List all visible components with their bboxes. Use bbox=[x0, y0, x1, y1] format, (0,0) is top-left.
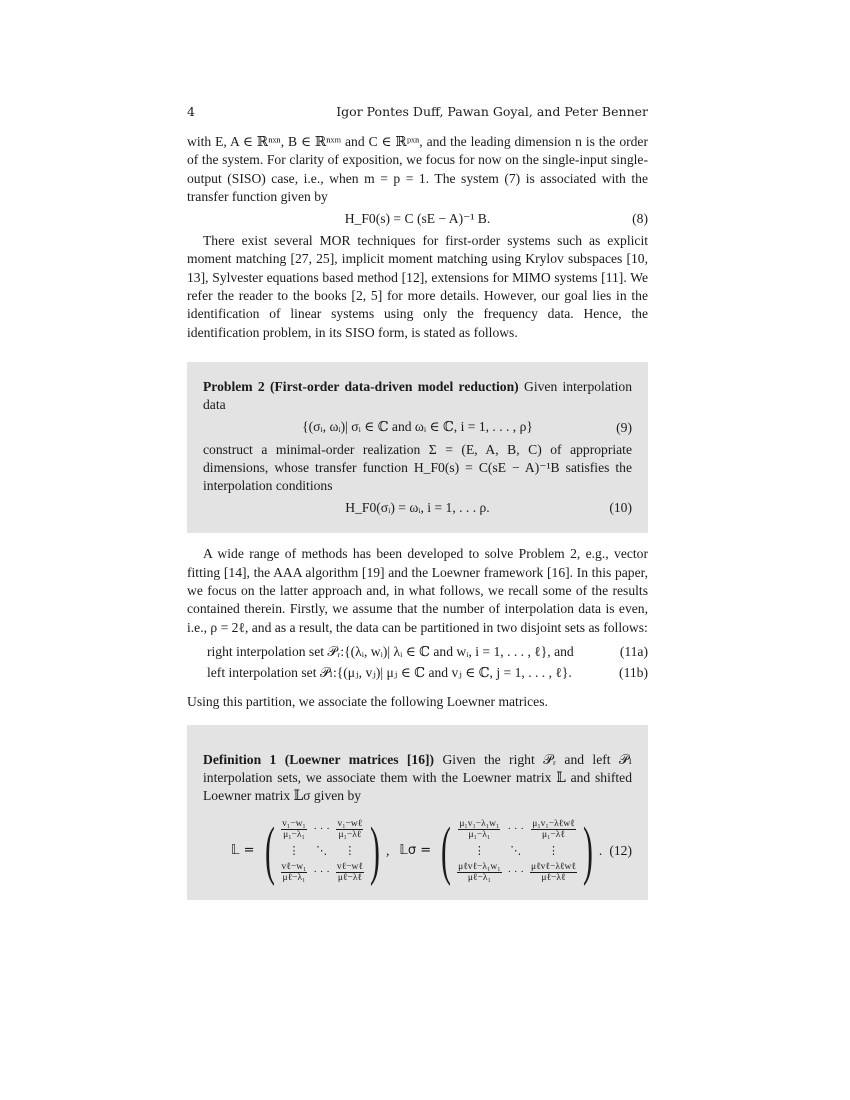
paragraph-system-definition: with E, A ∈ ℝⁿˣⁿ, B ∈ ℝⁿˣᵐ and C ∈ ℝᵖˣⁿ, and the leading dimension n is the order of the system. For clarity of exposition, we focus for now on the single-input single-output (SISO) case, i.e., when m = p = 1. The system (7) is associated with the transfer function given by bbox=[187, 134, 648, 204]
author-line: Igor Pontes Duff, Pawan Goyal, and Peter Benner bbox=[336, 104, 648, 119]
equation-9 bbox=[203, 417, 632, 439]
shifted-loewner-matrix: ( $\frac{\text{μ₁v₁−λ₁w₁}}{\text{μ₁−λ₁}}$ · · · $\frac{\text{μ₁v₁−λℓwℓ}}{\text{μ₁−λℓ}}$ ⋮ ⋱ ⋮ $\frac{\text{μℓvℓ−λ₁w₁}}{\text{μℓ−λ₁}}$ · · · $\frac{\text{μℓvℓ−λℓwℓ}}{\text{μℓ−λℓ}}$ ) bbox=[441, 813, 593, 887]
equation-11a bbox=[187, 643, 648, 661]
shifted-loewner-symbol: 𝕃σ = bbox=[399, 842, 432, 858]
paragraph-mor-techniques: There exist several MOR techniques for first-order systems such as explicit moment matching [27, 25], implicit moment matching using Krylov subspaces [10, 13], Sylvester equations based method [12], extensions for MIMO systems [11]. We refer the reader to the books [2, 5] for more details. However, our goal lies in the identification of linear systems using only the frequency data. Hence, the identification problem, in its SISO form, is stated as follows. bbox=[187, 233, 648, 340]
equation-11b-number: (11b) bbox=[619, 665, 648, 681]
equation-11a-number: (11a) bbox=[619, 643, 648, 659]
problem-2-intro: Given interpolation data bbox=[203, 378, 632, 413]
definition-1-box bbox=[187, 725, 648, 900]
equation-12: 𝕃 = ( $\frac{\text{v₁−w₁}}{\text{μ₁−λ₁}}$ · · · $\frac{\text{v₁−wℓ}}{\text{μ₁−λℓ}}$ ⋮ ⋱ ⋮ $\frac{\text{vℓ−w₁}}{\text{μℓ−λ₁}}$ · · · $\frac{\text{vℓ−wℓ}}{\text{μℓ−λℓ}}$ ) , 𝕃σ = ( $\frac{\text{μ₁v₁−λ₁w₁}}{\text{μ₁−λ₁}}$ · · · $\frac{\text{μ₁v₁−λℓwℓ}}{\text{μ₁−λℓ}}$ ⋮ ⋱ ⋮ $\frac{\text{μℓvℓ−λ₁w₁}}{\text{μℓ−λ₁}}$ · · · $\frac{\text{μℓvℓ−λℓwℓ}}{\text{μℓ−λℓ}}$ ) . (12) bbox=[231, 813, 632, 887]
equation-12-number: (12) bbox=[609, 842, 632, 858]
page-number: 4 bbox=[187, 104, 195, 119]
loewner-symbol: 𝕃 = bbox=[231, 842, 255, 858]
running-header bbox=[187, 104, 648, 119]
equation-10-number: (10) bbox=[609, 500, 632, 516]
paragraph-methods: A wide range of methods has been developed to solve Problem 2, e.g., vector fitting [14], the AAA algorithm [19] and the Loewner framework [16]. In this paper, we focus on the latter approach and, in what follows, we recall some of the results contained therein. Firstly, we assume that the number of interpolation data is even, i.e., ρ = 2ℓ, and as a result, the data can be partitioned in two disjoint sets as follows: bbox=[187, 546, 648, 635]
definition-1-title: Definition 1 (Loewner matrices [16]) bbox=[203, 751, 435, 767]
equation-9-formula: {(σᵢ, ωᵢ)| σᵢ ∈ ℂ and ωᵢ ∈ ℂ, i = 1, . . . , ρ} bbox=[302, 419, 533, 435]
equation-8-number: (8) bbox=[632, 211, 648, 227]
equation-10 bbox=[203, 497, 632, 519]
equation-9-number: (9) bbox=[616, 419, 632, 435]
equation-8 bbox=[187, 208, 648, 230]
loewner-matrix: ( $\frac{\text{v₁−w₁}}{\text{μ₁−λ₁}}$ · · · $\frac{\text{v₁−wℓ}}{\text{μ₁−λℓ}}$ ⋮ ⋱ ⋮ $\frac{\text{vℓ−w₁}}{\text{μℓ−λ₁}}$ · · · $\frac{\text{vℓ−wℓ}}{\text{μℓ−λℓ}}$ ) bbox=[264, 813, 380, 887]
equation-11b bbox=[187, 664, 648, 682]
equation-8-formula: H_F0(s) = C (sE − A)⁻¹ B. bbox=[344, 211, 491, 227]
equation-10-formula: H_F0(σᵢ) = ωᵢ, i = 1, . . . ρ. bbox=[345, 500, 490, 516]
equation-11a-text: right interpolation set 𝒫ᵣ:{(λᵢ, wᵢ)| λᵢ ∈ ℂ and wᵢ, i = 1, . . . , ℓ}, and bbox=[207, 643, 574, 659]
paragraph-partition: Using this partition, we associate the following Loewner matrices. bbox=[187, 693, 548, 709]
problem-2-title: Problem 2 (First-order data-driven model reduction) bbox=[203, 378, 519, 394]
problem-2-body: construct a minimal-order realization Σ = (E, A, B, C) of appropriate dimensions, whose transfer function H_F0(s) = C(sE − A)⁻¹B satisfies the interpolation conditions bbox=[203, 441, 632, 494]
body-text bbox=[187, 133, 648, 912]
equation-11b-text: left interpolation set 𝒫ₗ:{(μⱼ, vⱼ)| μⱼ ∈ ℂ and vⱼ ∈ ℂ, j = 1, . . . , ℓ}. bbox=[207, 665, 572, 681]
problem-2-box bbox=[187, 362, 648, 533]
equation-11 bbox=[187, 643, 648, 683]
definition-1-body: Given the right 𝒫ᵣ and left 𝒫ₗ interpolation sets, we associate them with the Loewner matrix 𝕃 and shifted Loewner matrix 𝕃σ given by bbox=[203, 751, 633, 804]
